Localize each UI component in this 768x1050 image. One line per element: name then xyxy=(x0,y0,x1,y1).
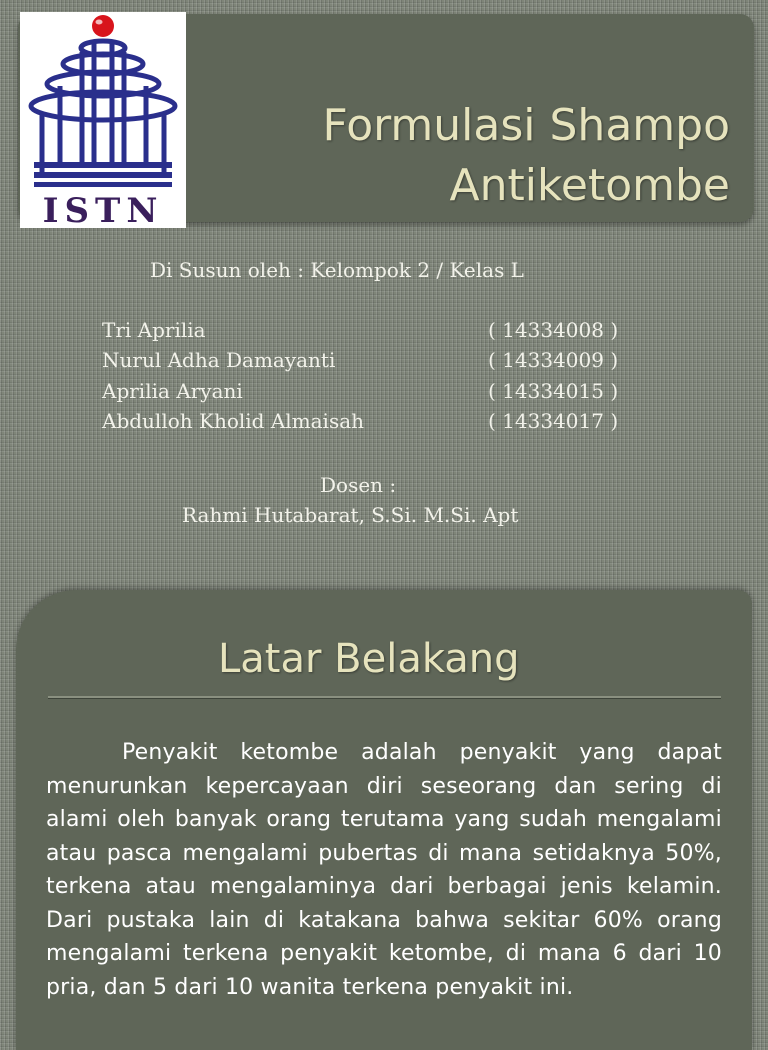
istn-logo xyxy=(20,12,186,228)
slide-title xyxy=(260,96,730,216)
member-row xyxy=(102,348,662,378)
member-name: Aprilia Aryani xyxy=(102,379,243,403)
member-name: Abdulloh Kholid Almaisah xyxy=(102,409,365,433)
member-row xyxy=(102,379,662,409)
member-id: ( 14334017 ) xyxy=(488,409,619,433)
member-row xyxy=(102,318,662,348)
istn-logo-icon xyxy=(20,12,186,228)
member-name: Tri Aprilia xyxy=(102,318,206,342)
section-heading: Latar Belakang xyxy=(218,636,520,682)
member-id: ( 14334008 ) xyxy=(488,318,619,342)
member-name: Nurul Adha Damayanti xyxy=(102,348,336,372)
member-id: ( 14334009 ) xyxy=(488,348,619,372)
dosen-label: Dosen : xyxy=(320,473,397,497)
member-id: ( 14334015 ) xyxy=(488,379,619,403)
title-line-1: Formulasi Shampo xyxy=(322,100,730,151)
body-paragraph: Penyakit ketombe adalah penyakit yang dapat menurunkan kepercayaan diri seseorang dan sering di alami oleh banyak orang terutama yang sudah mengalami atau pasca mengalami pubertas di mana setidaknya 50%, terkena atau mengalaminya dari berbagai jenis kelamin. Dari pustaka lain di katakana bahwa sekitar 60% orang mengalami terkena penyakit ketombe, di mana 6 dari 10 pria, dan 5 dari 10 wanita terkena penyakit ini. xyxy=(46,740,722,1000)
byline: Di Susun oleh : Kelompok 2 / Kelas L xyxy=(150,258,524,282)
svg-text:ISTN: ISTN xyxy=(42,191,164,228)
title-line-2: Antiketombe xyxy=(449,160,730,211)
member-row xyxy=(102,409,662,439)
heading-divider xyxy=(48,696,721,699)
dosen-name: Rahmi Hutabarat, S.Si. M.Si. Apt xyxy=(182,503,519,527)
